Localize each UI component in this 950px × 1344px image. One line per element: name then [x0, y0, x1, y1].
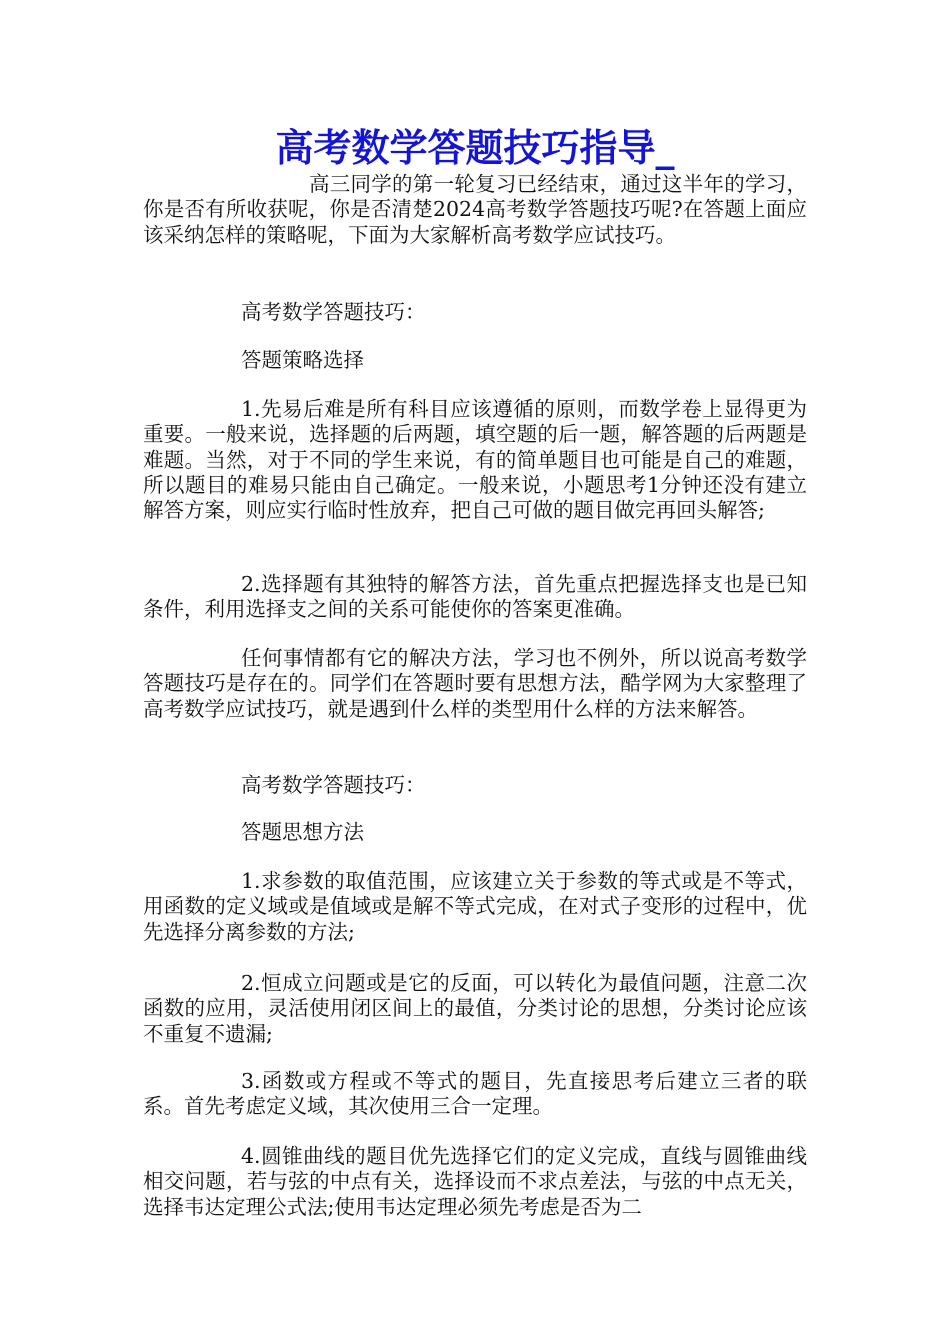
body-paragraph: 3.函数或方程或不等式的题目，先直接思考后建立三者的联系。首先考虑定义域，其次使用三合一定理。 [143, 1069, 807, 1119]
document-title: 高考数学答题技巧指导_ [275, 125, 675, 170]
body-paragraph: 2.恒成立问题或是它的反面，可以转化为最值问题，注意二次函数的应用，灵活使用闭区间上的最值，分类讨论的思想，分类讨论应该不重复不遗漏; [143, 971, 807, 1046]
subsection-heading: 答题思想方法 [241, 820, 364, 844]
body-paragraph: 2.选择题有其独特的解答方法，首先重点把握选择支也是已知条件，利用选择支之间的关系可能使你的答案更准确。 [143, 572, 807, 622]
body-paragraph: 4.圆锥曲线的题目优先选择它们的定义完成，直线与圆锥曲线相交问题，若与弦的中点有关，选择设而不求点差法，与弦的中点无关，选择韦达定理公式法;使用韦达定理必须先考虑是否为二 [143, 1144, 807, 1219]
subsection-heading: 答题策略选择 [241, 348, 364, 372]
body-paragraph: 任何事情都有它的解决方法，学习也不例外，所以说高考数学答题技巧是存在的。同学们在答题时要有思想方法，酷学网为大家整理了高考数学应试技巧，就是遇到什么样的类型用什么样的方法来解答。 [143, 646, 807, 721]
section-heading: 高考数学答题技巧： [241, 773, 426, 797]
body-paragraph: 1.求参数的取值范围，应该建立关于参数的等式或是不等式，用函数的定义域或是值域或是解不等式完成，在对式子变形的过程中，优先选择分离参数的方法; [143, 869, 807, 944]
body-paragraph: 1.先易后难是所有科目应该遵循的原则，而数学卷上显得更为重要。一般来说，选择题的后两题，填空题的后一题，解答题的后两题是难题。当然，对于不同的学生来说，有的简单题目也可能是自己的难题，所以题目的难易只能由自己确定。一般来说，小题思考1分钟还没有建立解答方案，则应实行临时性放弃，把自己可做的题目做完再回头解答; [143, 397, 807, 523]
intro-paragraph: 高三同学的第一轮复习已经结束，通过这半年的学习，你是否有所收获呢，你是否清楚2024高考数学答题技巧呢?在答题上面应该采纳怎样的策略呢，下面为大家解析高考数学应试技巧。 [143, 172, 807, 247]
section-heading: 高考数学答题技巧： [241, 300, 426, 324]
